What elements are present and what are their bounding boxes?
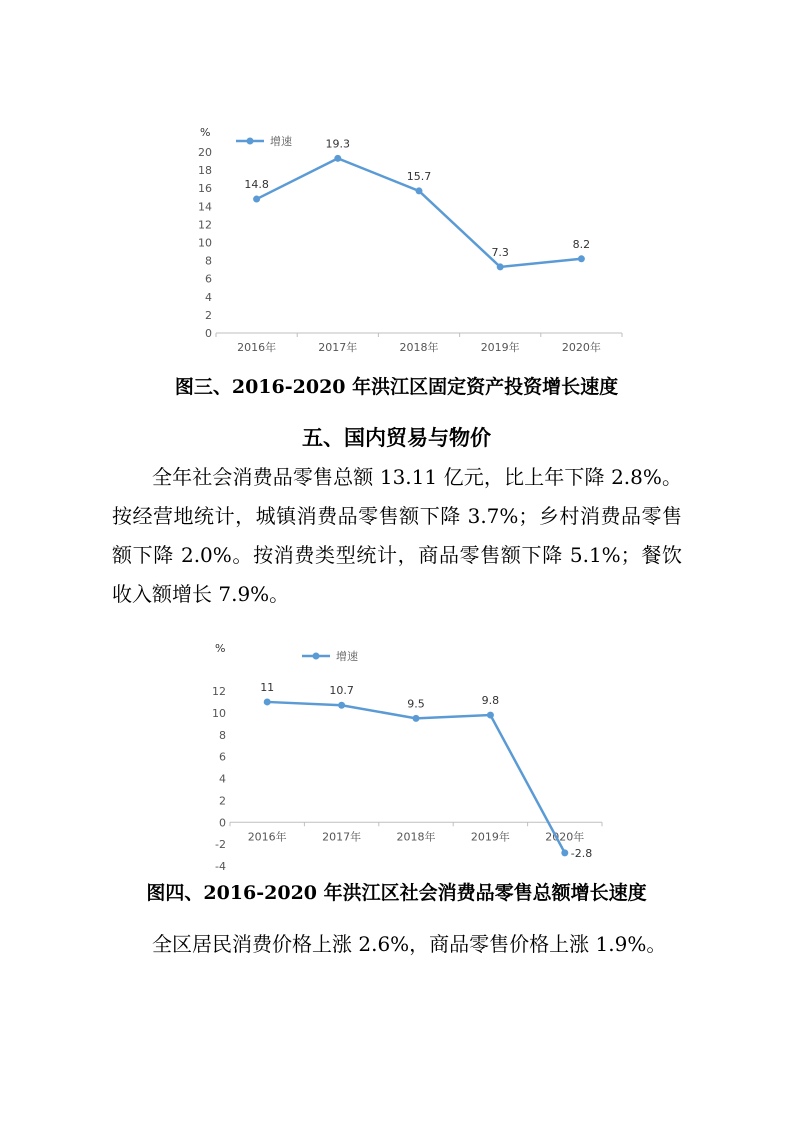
legend-marker bbox=[247, 138, 254, 145]
section-heading: 五、国内贸易与物价 bbox=[302, 425, 491, 450]
chart3-caption: 图三、2016-2020 年洪江区固定资产投资增长速度 bbox=[174, 376, 619, 398]
data-point bbox=[253, 196, 260, 203]
price-paragraph: 全区居民消费价格上涨 2.6%，商品零售价格上涨 1.9%。 bbox=[152, 932, 667, 956]
data-label: 8.2 bbox=[572, 237, 591, 251]
data-label: 9.8 bbox=[481, 694, 500, 708]
y-tick-label: 18 bbox=[198, 164, 212, 178]
y-axis-unit: % bbox=[215, 642, 226, 655]
y-tick-label: 20 bbox=[198, 146, 212, 159]
data-label: 14.8 bbox=[244, 178, 269, 192]
x-tick-label: 2016年 bbox=[237, 341, 277, 354]
y-tick-label: 10 bbox=[212, 706, 226, 720]
retail-paragraph: 全年社会消费品零售总额 13.11 亿元，比上年下降 2.8%。按经营地统计，城镇消费品零售额下降 3.7%；乡村消费品零售额下降 2.0%。按消费类型统计，商品零售额下降 5.1%；餐饮收入额增长 7.9%。 bbox=[112, 465, 682, 606]
x-tick-label: 2019年 bbox=[470, 830, 510, 844]
x-tick-label: 2018年 bbox=[399, 341, 439, 354]
data-point bbox=[561, 849, 568, 856]
data-label: 10.7 bbox=[329, 684, 354, 698]
data-label: 9.5 bbox=[407, 697, 425, 711]
x-tick-label: 2018年 bbox=[396, 830, 436, 844]
y-tick-label: 12 bbox=[198, 218, 212, 232]
y-tick-label: 2 bbox=[205, 308, 212, 322]
y-tick-label: -2 bbox=[215, 838, 226, 852]
x-tick-label: 2019年 bbox=[480, 341, 520, 354]
data-point bbox=[578, 255, 585, 262]
data-point bbox=[497, 263, 504, 270]
y-tick-label: 8 bbox=[205, 254, 212, 268]
retail-growth-chart bbox=[200, 636, 620, 872]
data-point bbox=[413, 715, 420, 722]
y-tick-label: 6 bbox=[205, 272, 212, 286]
y-tick-label: 12 bbox=[212, 685, 226, 698]
y-tick-label: 0 bbox=[219, 816, 226, 830]
y-tick-label: 16 bbox=[198, 182, 212, 196]
y-tick-label: 4 bbox=[219, 772, 226, 786]
y-tick-label: 4 bbox=[205, 290, 212, 304]
x-tick-label: 2017年 bbox=[322, 830, 362, 844]
x-tick-label: 2017年 bbox=[318, 341, 358, 354]
data-point bbox=[264, 698, 271, 705]
x-tick-label: 2016年 bbox=[247, 830, 287, 844]
data-point bbox=[487, 712, 494, 719]
y-tick-label: 2 bbox=[219, 794, 226, 808]
legend-marker bbox=[313, 653, 320, 660]
data-label: 11 bbox=[260, 680, 275, 694]
y-tick-label: 8 bbox=[219, 728, 226, 742]
legend-label: 增速 bbox=[270, 135, 292, 148]
data-label: -2.8 bbox=[570, 846, 593, 860]
data-point bbox=[338, 702, 345, 709]
data-point bbox=[416, 187, 423, 194]
y-axis-unit: % bbox=[200, 126, 211, 139]
y-tick-label: 10 bbox=[198, 236, 212, 250]
legend-label: 增速 bbox=[336, 650, 358, 663]
y-tick-label: 6 bbox=[219, 750, 226, 764]
y-tick-label: -4 bbox=[215, 860, 226, 872]
x-tick-label: 2020年 bbox=[561, 341, 601, 354]
data-label: 7.3 bbox=[491, 245, 509, 259]
chart4-caption: 图四、2016-2020 年洪江区社会消费品零售总额增长速度 bbox=[146, 882, 647, 904]
data-label: 19.3 bbox=[325, 137, 351, 151]
x-tick-label: 2020年 bbox=[545, 830, 585, 844]
y-tick-label: 0 bbox=[205, 327, 212, 340]
investment-growth-chart bbox=[190, 120, 630, 360]
data-label: 15.7 bbox=[406, 169, 432, 183]
y-tick-label: 14 bbox=[198, 200, 212, 214]
data-point bbox=[334, 155, 341, 162]
